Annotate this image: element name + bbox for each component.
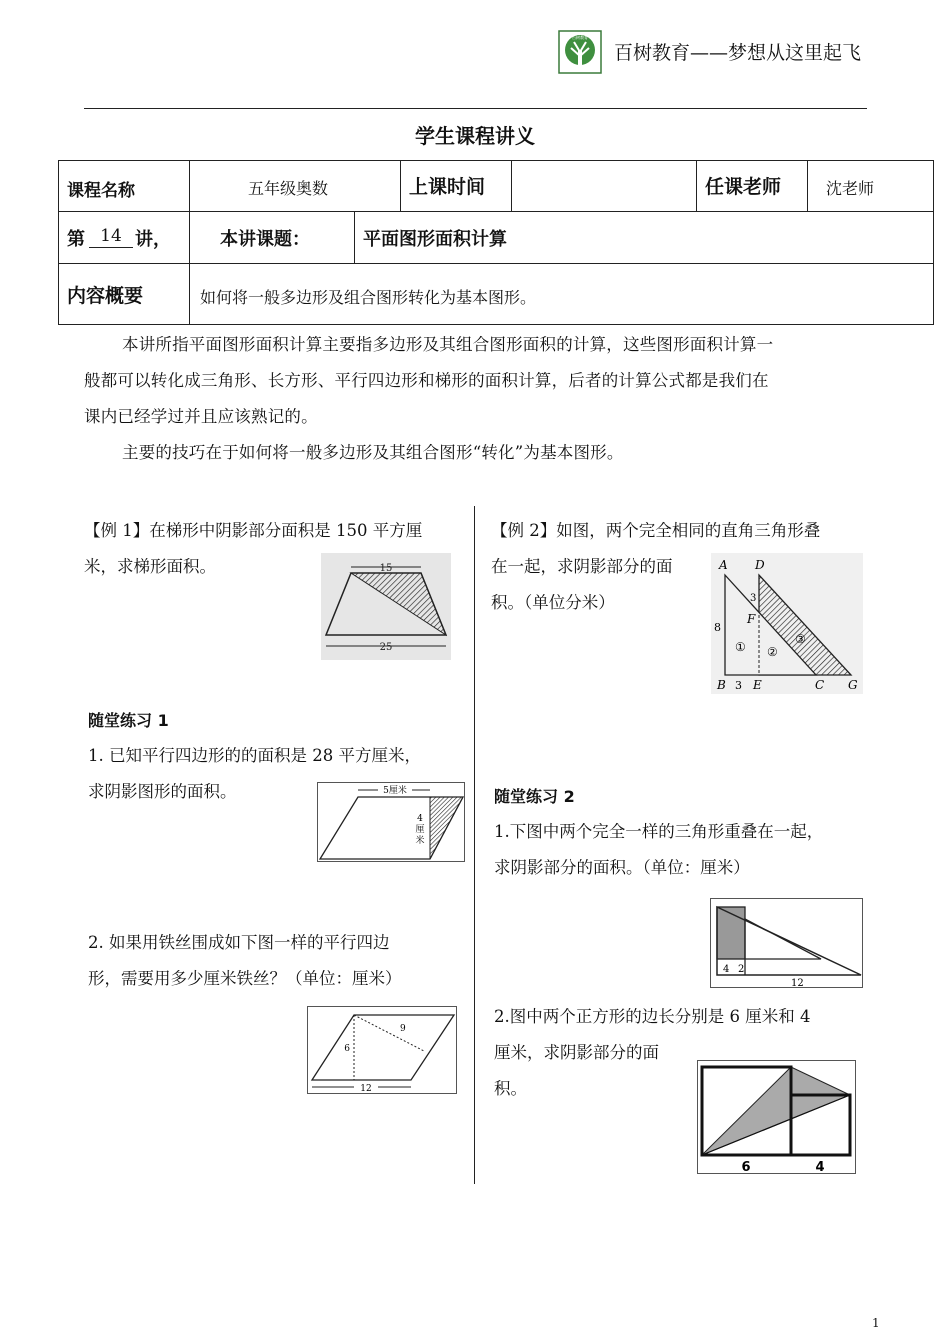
practice-1-q1-height-3: 米 [415, 836, 425, 846]
course-name-cell [189, 160, 401, 212]
teacher-label: 任课老师 [705, 176, 782, 198]
practice-1-q1-height-2: 厘 [415, 825, 425, 835]
intro-paragraph [84, 327, 868, 471]
example-1-trapezoid-figure [321, 553, 451, 660]
practice-1-question-2 [88, 925, 473, 997]
intro-line-1: 本讲所指平面图形面积计算主要指多边形及其组合图形面积的计算，这些图形面积计算一 [122, 335, 774, 354]
practice-2-q2-label-a: 6 [741, 1160, 751, 1173]
practice-2-q2-line-2: 厘米，求阴影部分的面 [494, 1043, 659, 1062]
summary-label-cell [58, 263, 190, 325]
summary-cell [189, 263, 934, 325]
practice-2-heading: 随堂练习 2 [494, 787, 575, 806]
practice-1-q2-line-2: 形，需要用多少厘米铁丝？（单位：厘米） [88, 969, 402, 988]
course-name-label: 课程名称 [67, 181, 135, 201]
practice-2-q1-label-a: 4 [723, 964, 730, 975]
practice-1-q1-line-1: 1. 已知平行四边形的的面积是 28 平方厘米， [88, 746, 421, 765]
example-2-line-1: 【例 2】如图，两个完全相同的直角三角形叠 [491, 521, 821, 540]
summary-label: 内容概要 [67, 285, 144, 307]
label-df: 3 [750, 593, 757, 604]
example-2-line-2: 在一起，求阴影部分的面 [491, 557, 673, 576]
label-c: C [815, 678, 825, 692]
practice-2-q2-line-1: 2.图中两个正方形的边长分别是 6 厘米和 4 [494, 1007, 811, 1026]
practice-2-q1-label-c: 12 [791, 978, 804, 987]
practice-2-q2-line-3: 积。 [494, 1079, 527, 1098]
practice-1-q2-line-1: 2. 如果用铁丝围成如下图一样的平行四边 [88, 933, 390, 952]
practice-2-q1-label-b: 2 [738, 964, 745, 975]
teacher-name: 沈老师 [826, 179, 875, 198]
class-time-cell [511, 160, 697, 212]
label-be: 3 [735, 679, 742, 692]
label-d: D [755, 558, 765, 572]
brand-slogan: 百树教育——梦想从这里起飞 [614, 42, 862, 64]
label-e: E [753, 678, 762, 692]
course-name: 五年级奥数 [248, 179, 329, 198]
teacher-cell [807, 160, 934, 212]
page-title: 学生课程讲义 [415, 124, 535, 148]
practice-2-overlap-triangles-figure [710, 898, 863, 988]
practice-2-q2-label-b: 4 [815, 1160, 825, 1173]
label-g: G [848, 678, 858, 692]
practice-1-q2-height: 6 [344, 1044, 350, 1054]
practice-1-q1-top-label: 5厘米 [383, 786, 407, 796]
practice-2-q1-line-2: 求阴影部分的面积。（单位：厘米） [494, 858, 750, 877]
example-1-line-2: 米，求梯形面积。 [84, 557, 216, 576]
practice-1-parallelogram-2-figure [307, 1006, 457, 1094]
topic-label-cell [189, 211, 355, 264]
class-time-label-cell [400, 160, 512, 212]
label-side: 8 [714, 621, 721, 634]
intro-line-3: 课内已经学过并且应该熟记的。 [84, 407, 318, 426]
practice-1-q1-height-1: 4 [417, 814, 423, 824]
logo [558, 30, 602, 74]
lecture-prefix: 第 [67, 229, 85, 250]
label-region-3: ③ [795, 632, 806, 646]
example-1-bottom-label: 25 [379, 642, 393, 653]
column-divider [474, 506, 475, 1184]
intro-line-2: 般都可以转化成三角形、长方形、平行四边形和梯形的面积计算，后者的计算公式都是我们在 [84, 371, 769, 390]
teacher-label-cell [696, 160, 808, 212]
lecture-suffix: 讲， [135, 229, 171, 250]
practice-2-question-1 [494, 814, 874, 886]
example-2-line-3: 积。（单位分米） [491, 593, 615, 612]
topic: 平面图形面积计算 [363, 229, 507, 250]
course-name-label-cell [58, 160, 190, 212]
label-region-1: ① [735, 640, 746, 654]
label-f: F [747, 612, 756, 626]
label-region-2: ② [767, 645, 778, 659]
summary: 如何将一般多边形及组合图形转化为基本图形。 [200, 288, 537, 307]
logo-text: 百树教育 [572, 35, 588, 40]
intro-line-4: 主要的技巧在于如何将一般多边形及其组合图形“转化”为基本图形。 [122, 443, 624, 462]
class-time-label: 上课时间 [409, 176, 486, 198]
practice-2-q1-line-1: 1.下图中两个完全一样的三角形重叠在一起， [494, 822, 824, 841]
topic-label: 本讲课题： [220, 229, 310, 250]
practice-1-heading: 随堂练习 1 [88, 711, 169, 730]
topic-cell [354, 211, 934, 264]
practice-1-parallelogram-figure [317, 782, 465, 862]
page-number: 1 [872, 1316, 880, 1330]
label-a: A [719, 558, 728, 572]
example-2-triangles-figure [711, 553, 863, 694]
lecture-num-cell [58, 211, 190, 264]
example-1-line-1: 【例 1】在梯形中阴影部分面积是 150 平方厘 [84, 521, 423, 540]
practice-1-q2-diag: 9 [400, 1024, 406, 1034]
lecture-number: 14 [89, 225, 133, 248]
practice-1-q2-base: 12 [360, 1084, 372, 1093]
practice-2-squares-figure [697, 1060, 856, 1174]
example-1-top-label: 15 [379, 563, 393, 574]
practice-1-q1-line-2: 求阴影图形的面积。 [88, 782, 237, 801]
label-b: B [717, 678, 726, 692]
header-divider [84, 108, 867, 109]
